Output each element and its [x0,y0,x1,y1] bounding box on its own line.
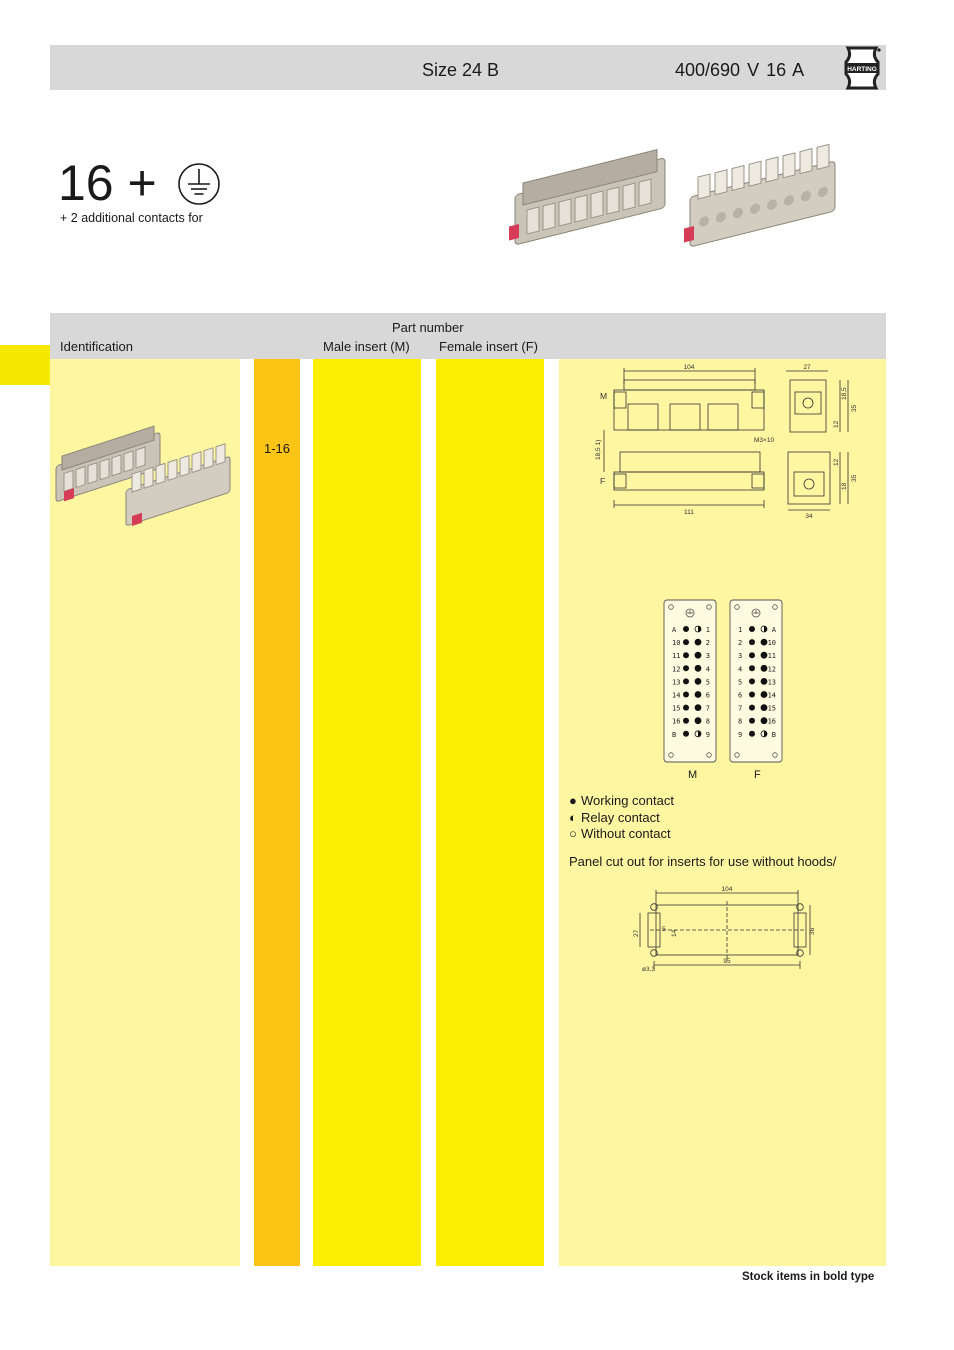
dimension-drawing [590,362,870,520]
female-row-right-label: 15 [767,704,776,713]
female-working-contact-dot [761,639,767,645]
female-working-contact-dot [749,731,755,737]
side-tab [0,345,50,385]
protective-earth-icon [177,162,221,206]
marker-m: M [600,391,608,401]
dim-bottom-depth: 34 [805,513,813,520]
male-working-contact-dot [695,652,701,658]
panel-cutout-drawing [628,885,818,973]
rating-label: 400/690 V 16 A [675,60,805,80]
size-label: Size 24 B [422,60,500,80]
male-working-contact-dot [683,692,689,698]
screw-spec: M3×10 [754,437,775,444]
female-row-right-label: 14 [767,691,776,700]
female-working-contact-dot [749,665,755,671]
male-working-contact-dot [695,678,701,684]
female-working-contact-dot [761,665,767,671]
male-working-contact-dot [695,692,701,698]
male-row-left-label: A [672,626,677,634]
female-row-left-label: 5 [738,678,743,687]
female-working-contact-dot [749,626,755,632]
female-insert-header: Female insert (F) [439,339,538,354]
panel-length: 104 [721,886,733,893]
male-working-contact-dot [695,665,701,671]
female-working-contact-dot [749,639,755,645]
female-working-contact-dot [761,692,767,698]
male-row-left-label: 14 [672,691,681,700]
panel-hole: ø3,3 [642,966,656,973]
dim-bottom-length: 111 [684,509,694,516]
insert-photo [50,418,240,528]
female-row-left-label: 7 [738,704,743,713]
female-row-left-label: 9 [738,730,743,739]
identification-header: Identification [60,339,133,354]
female-part-number-column [436,359,544,1266]
dim-18-5-side: 18,5 [841,387,848,400]
male-part-number-column [313,359,421,1266]
marker-f: F [600,476,606,486]
dim-overall-length: 104 [683,364,695,371]
male-row-left-label: 13 [672,678,681,687]
male-row-right-label: 2 [705,639,710,648]
female-working-contact-dot [749,678,755,684]
legend-relay-label: Relay contact [581,810,660,825]
male-row-right-label: 6 [705,691,710,700]
male-row-left-label: B [672,730,677,739]
female-row-left-label: 3 [738,652,743,661]
male-working-contact-dot [683,731,689,737]
male-row-right-label: 4 [705,665,710,674]
layout-label-male: M [688,769,698,781]
female-working-contact-dot [749,705,755,711]
working-contact-icon: ● [569,793,577,808]
male-working-contact-dot [683,718,689,724]
panel-height: 27 [633,929,640,937]
male-working-contact-dot [695,639,701,645]
female-working-contact-dot [749,718,755,724]
panel-cutout-text: Panel cut out for inserts for use without hoods/ [569,854,837,869]
product-photo [505,135,840,260]
stock-items-note: Stock items in bold type [742,1271,875,1283]
harting-logo [842,46,882,90]
contact-range: 1-16 [264,441,291,456]
legend-without-label: Without contact [581,826,671,841]
legend-without-contact [569,826,671,841]
female-working-contact-dot [761,705,767,711]
panel-pitch: 95 [723,958,731,965]
female-row-left-label: 8 [738,717,743,726]
female-working-contact-dot [749,652,755,658]
legend-working-contact [569,793,674,808]
female-row-left-label: 2 [738,639,743,648]
male-row-left-label: 15 [672,704,681,713]
female-row-right-label: A [771,626,776,634]
female-row-left-label: 6 [738,691,743,700]
layout-label-female: F [754,769,761,781]
male-insert-header: Male insert (M) [323,339,410,354]
female-row-left-label: 1 [738,626,743,634]
dim-12-top: 12 [833,420,840,428]
dim-18-5: 18,5 1) [595,439,602,460]
legend-working-label: Working contact [581,793,674,808]
female-row-left-label: 4 [738,665,743,674]
male-row-left-label: 16 [672,717,681,726]
female-row-right-label: 10 [767,639,776,648]
male-working-contact-dot [695,705,701,711]
dim-18-side: 18 [841,482,848,490]
dim-depth-top: 27 [803,364,811,371]
panel-width: 36 [809,927,816,935]
legend-relay-contact [569,810,660,825]
male-row-left-label: 11 [672,652,681,661]
female-row-right-label: B [771,730,776,739]
male-row-left-label: 12 [672,665,681,674]
panel-dim-5: 5 [662,926,666,933]
subtitle: + 2 additional contacts for [60,211,203,225]
female-working-contact-dot [749,692,755,698]
male-row-right-label: 8 [705,717,710,726]
male-working-contact-dot [683,626,689,632]
dim-35-bottom: 35 [851,474,858,482]
male-working-contact-dot [695,718,701,724]
dim-35-top: 35 [851,404,858,412]
male-row-right-label: 3 [705,652,710,661]
harting-wordmark: HARTING [847,66,877,73]
contact-count: 16 + [58,155,157,211]
panel-dim-14: 14 [671,929,678,937]
male-row-right-label: 9 [705,730,710,739]
female-row-right-label: 16 [767,717,776,726]
male-row-left-label: 10 [672,639,681,648]
male-working-contact-dot [683,639,689,645]
male-working-contact-dot [683,678,689,684]
female-row-right-label: 11 [767,652,776,661]
male-row-right-label: 7 [705,704,710,713]
contact-layout-diagram [662,598,787,766]
female-row-right-label: 12 [767,665,776,674]
part-number-header: Part number [392,320,464,335]
without-contact-icon: ○ [569,826,577,841]
contacts-column [254,359,300,1266]
dim-12-bottom: 12 [833,458,840,466]
female-working-contact-dot [761,718,767,724]
female-working-contact-dot [761,652,767,658]
male-row-right-label: 1 [705,626,710,634]
male-row-right-label: 5 [705,678,710,687]
relay-contact-icon: ◐ [569,810,577,825]
male-working-contact-dot [683,665,689,671]
female-working-contact-dot [761,678,767,684]
female-row-right-label: 13 [767,678,776,687]
male-working-contact-dot [683,705,689,711]
male-working-contact-dot [683,652,689,658]
